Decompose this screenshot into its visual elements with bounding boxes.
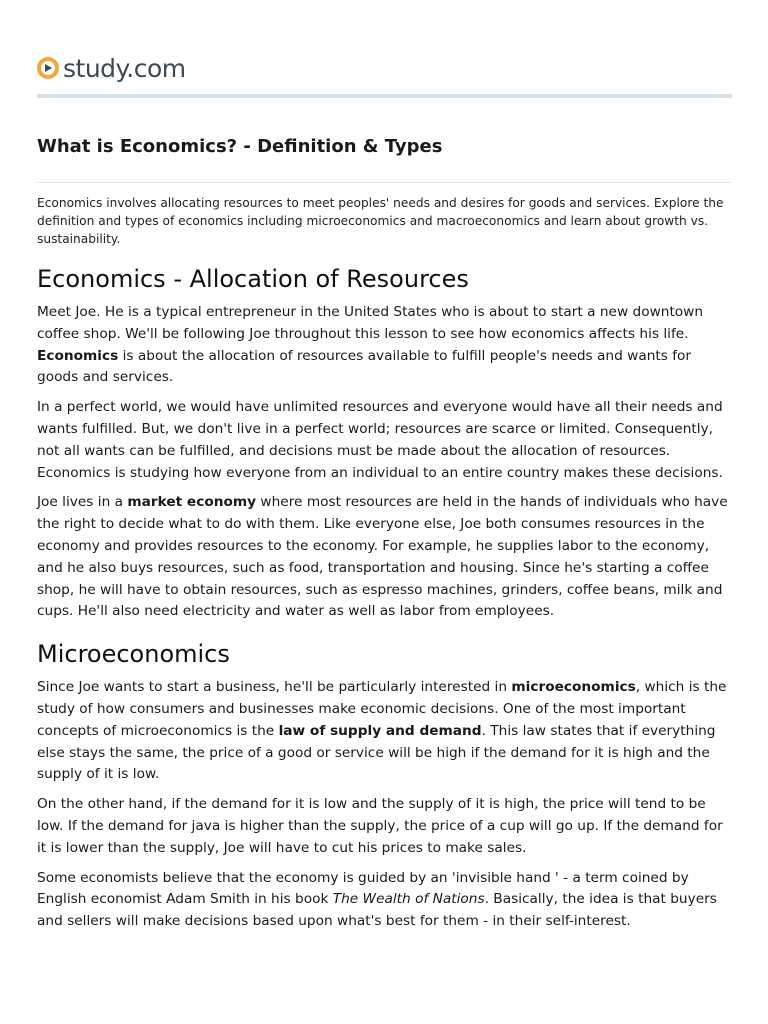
term-economics: Economics <box>37 347 119 364</box>
book-title: The Wealth of Nations <box>332 891 485 908</box>
play-circle-icon <box>37 57 59 79</box>
paragraph: Some economists believe that the economy is guided by an 'invisible hand ' - a term coined by English economist Adam Smith in his book The Wealth of Nations. Basically, the idea is that buyers and sellers will make decisions based upon what's best for them - in their self-interest. <box>37 869 717 930</box>
lesson-content <box>37 262 732 941</box>
site-logo[interactable]: study.com <box>63 53 186 83</box>
lesson-summary: Economics involves allocating resources to meet peoples' needs and desires for goods and services. Explore the definition and types of economics including microeconomics and macroeconomics and learn about growth vs. sustainability. <box>37 196 724 246</box>
page-title: What is Economics? - Definition & Types <box>37 136 443 157</box>
site-header <box>37 48 186 88</box>
header-divider <box>37 94 732 98</box>
paragraph: Joe lives in a market economy where most resources are held in the hands of individuals who have the right to decide what to do with them. Like everyone else, Joe both consumes resources in the economy and provides resources to the economy. For example, he supplies labor to the economy, and he also buys resources, such as food, transportation and housing. Since he's starting a coffee shop, he will have to obtain resources, such as espresso machines, grinders, coffee beans, milk and cups. He'll also need electricity and water as well as labor from employees. <box>37 494 728 620</box>
paragraph: Since Joe wants to start a business, he'll be particularly interested in microeconomics, which is the study of how consumers and businesses make economic decisions. One of the most important concepts of microeconomics is the law of supply and demand. This law states that if everything else stays the same, the price of a good or service will be high if the demand for it is high and the supply of it is low. <box>37 679 727 783</box>
paragraph: In a perfect world, we would have unlimited resources and everyone would have all their needs and wants fulfilled. But, we don't live in a perfect world; resources are scarce or limited. Consequently, not all wants can be fulfilled, and decisions must be made about the allocation of resources. Economics is studying how everyone from an individual to an entire country makes these decisions. <box>37 399 723 481</box>
section-heading-allocation: Economics - Allocation of Resources <box>37 265 469 293</box>
term-law-of-supply-and-demand: law of supply and demand <box>278 722 482 739</box>
paragraph: Meet Joe. He is a typical entrepreneur in the United States who is about to start a new downtown coffee shop. We'll be following Joe throughout this lesson to see how economics affects his life. Economics is about the allocation of resources available to fulfill people's needs and wants for goods and services. <box>37 304 704 386</box>
title-divider <box>37 182 732 183</box>
term-microeconomics: microeconomics <box>511 679 636 696</box>
paragraph: On the other hand, if the demand for it is low and the supply of it is high, the price will tend to be low. If the demand for java is higher than the supply, the price of a cup will go up. If the demand for it is lower than the supply, Joe will have to cut his prices to make sales. <box>37 796 723 856</box>
section-heading-microeconomics: Microeconomics <box>37 640 230 669</box>
term-market-economy: market economy <box>127 494 257 511</box>
